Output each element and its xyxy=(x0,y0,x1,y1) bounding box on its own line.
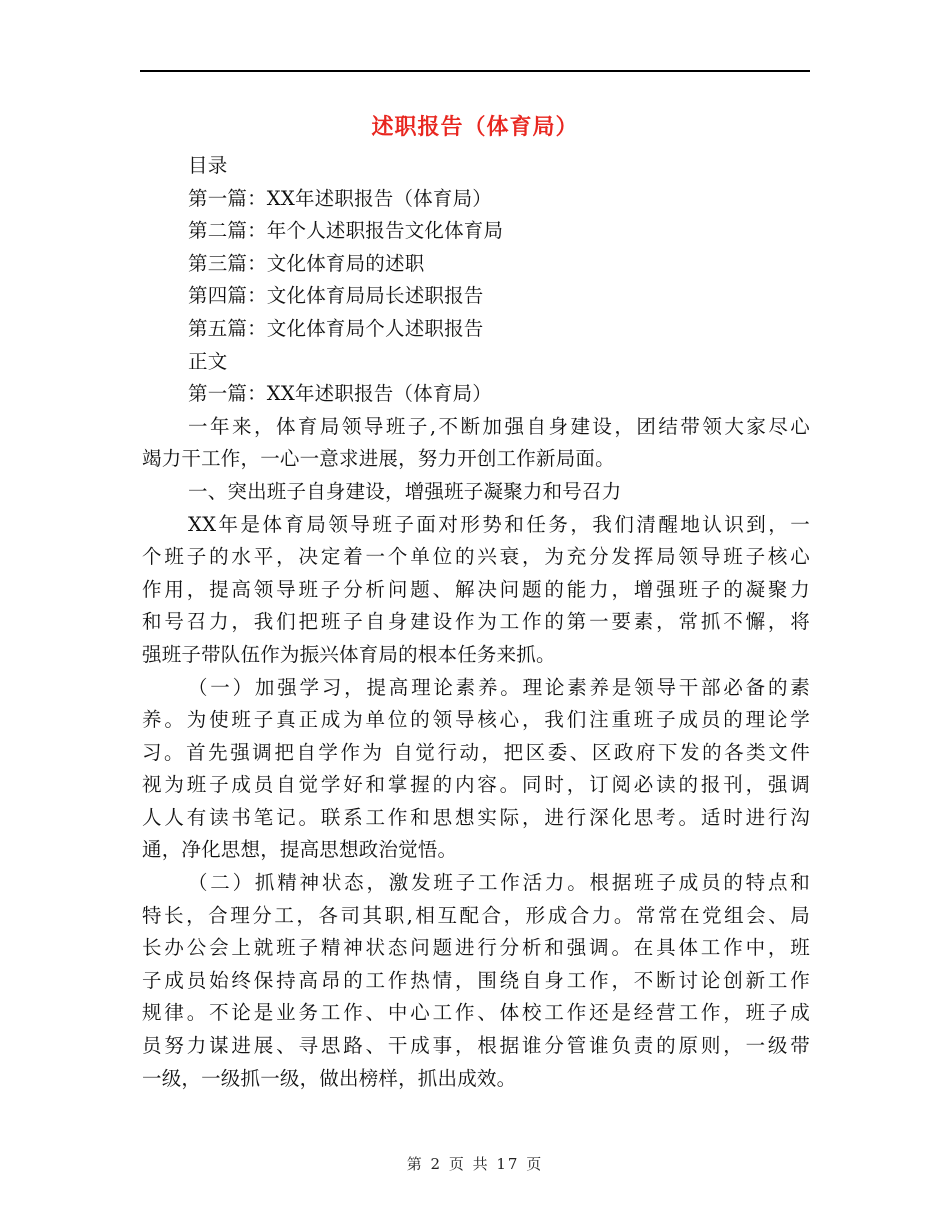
body-line: 第三篇：文化体育局的述职 xyxy=(188,251,425,275)
body-line: 第五篇：文化体育局个人述职报告 xyxy=(188,316,484,340)
body-line: 第一篇：XX年述职报告（体育局） xyxy=(188,186,492,210)
body-line: 习。首先强调把自学作为 自觉行动，把区委、区政府下发的各类文件 xyxy=(142,740,810,764)
page-footer: 第 2 页 共 17 页 xyxy=(406,1155,544,1173)
body-line: 第一篇：XX年述职报告（体育局） xyxy=(188,382,492,406)
body-line: 强班子带队伍作为振兴体育局的根本任务来抓。 xyxy=(142,642,556,666)
document-body xyxy=(142,150,810,1095)
body-line: 第四篇：文化体育局局长述职报告 xyxy=(188,284,484,308)
body-line: 个班子的水平，决定着一个单位的兴衰，为充分发挥局领导班子核心 xyxy=(142,545,810,569)
body-line: 子成员始终保持高昂的工作热情，围绕自身工作，不断讨论创新工作 xyxy=(142,968,810,992)
body-line: 视为班子成员自觉学好和掌握的内容。同时，订阅必读的报刊，强调 xyxy=(142,773,810,797)
body-line: 目录 xyxy=(188,154,228,177)
body-line: 竭力干工作，一心一意求进展，努力开创工作新局面。 xyxy=(142,447,615,471)
body-line: 第二篇：年个人述职报告文化体育局 xyxy=(188,219,504,243)
body-line: 员努力谋进展、寻思路、干成事，根据谁分管谁负责的原则，一级带 xyxy=(142,1034,810,1058)
body-line: 通，净化思想，提高思想政治觉悟。 xyxy=(142,838,458,862)
document-title: 述职报告（体育局） xyxy=(371,115,579,140)
body-line: 一、突出班子自身建设，增强班子凝聚力和号召力 xyxy=(188,479,622,503)
body-line: 作用，提高领导班子分析问题、解决问题的能力，增强班子的凝聚力 xyxy=(142,577,810,601)
body-line: 一级，一级抓一级，做出榜样，抓出成效。 xyxy=(142,1066,517,1090)
header-rule xyxy=(140,70,810,72)
body-line: （二）抓精神状态，激发班子工作活力。根据班子成员的特点和 xyxy=(188,871,810,895)
body-line: 养。为使班子真正成为单位的领导核心，我们注重班子成员的理论学 xyxy=(142,708,810,732)
body-line: 特长，合理分工，各司其职,相互配合，形成合力。常常在党组会、局 xyxy=(142,903,810,927)
body-line: 正文 xyxy=(188,349,228,373)
body-line: （一）加强学习，提高理论素养。理论素养是领导干部必备的素 xyxy=(188,675,810,699)
body-line: 一年来，体育局领导班子,不断加强自身建设，团结带领大家尽心 xyxy=(188,414,810,438)
body-line: XX年是体育局领导班子面对形势和任务，我们清醒地认识到，一 xyxy=(188,512,810,536)
body-line: 人人有读书笔记。联系工作和思想实际，进行深化思考。适时进行沟 xyxy=(142,805,810,829)
body-line: 和号召力，我们把班子自身建设作为工作的第一要素，常抓不懈，将 xyxy=(142,610,810,634)
body-line: 规律。不论是业务工作、中心工作、体校工作还是经营工作，班子成 xyxy=(142,1001,810,1025)
body-line: 长办公会上就班子精神状态问题进行分析和强调。在具体工作中，班 xyxy=(142,936,810,960)
